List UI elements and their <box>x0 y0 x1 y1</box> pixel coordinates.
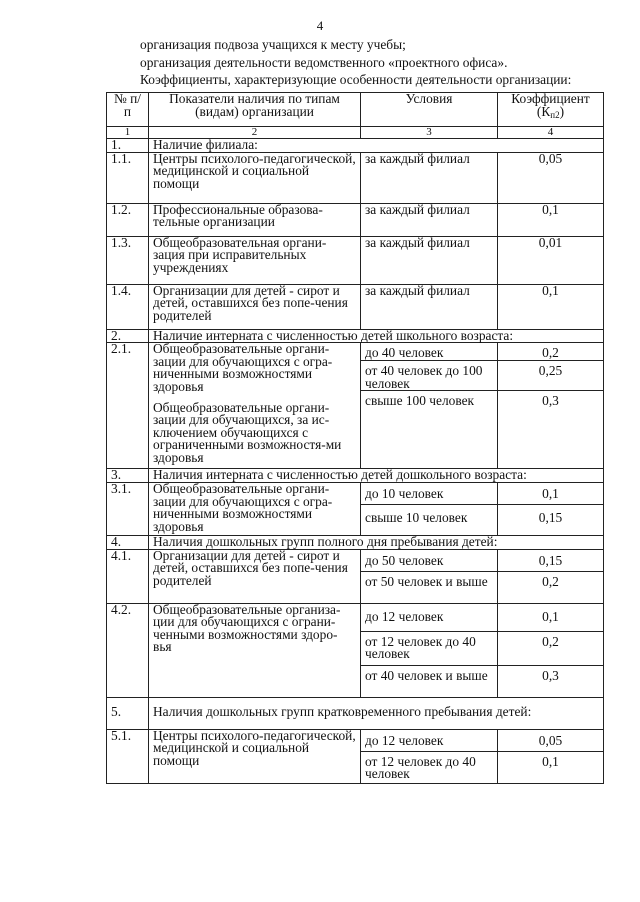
table-row <box>107 343 604 361</box>
row-coefficient: 0,3 <box>498 665 604 697</box>
row-condition: за каждый филиал <box>361 284 498 329</box>
indicator-part-b: Общеобразовательные органи-зации для обучающихся, за ис-ключением обучающихся с ограниченными возможностя-ми здоровья <box>153 399 342 465</box>
col-number: 3 <box>361 127 498 139</box>
row-condition: свыше 100 человек <box>361 391 498 469</box>
row-num: 4.1. <box>107 549 149 603</box>
intro-line-3: Коэффициенты, характеризующие особенности деятельности организации: <box>140 72 572 87</box>
row-indicator: Центры психолого-педагогической, медицинской и социальной помощи <box>149 729 361 783</box>
header-coef-sub: п2 <box>550 109 560 120</box>
row-condition: от 40 человек и выше <box>361 665 498 697</box>
row-indicator: Профессиональные образова-тельные организации <box>149 203 361 236</box>
indicator-part-a: Общеобразовательные органи-зации для обучающихся с огра-ниченными возможностями здоровья <box>153 341 333 394</box>
row-num: 2.1. <box>107 343 149 469</box>
intro-text <box>140 36 610 89</box>
row-coefficient: 0,25 <box>498 361 604 391</box>
intro-line-1: организация подвоза учащихся к месту учебы; <box>140 37 406 52</box>
row-indicator: Организации для детей - сирот и детей, оставшихся без попе-чения родителей <box>149 284 361 329</box>
row-num: 1.1. <box>107 152 149 203</box>
section-num: 5. <box>107 697 149 729</box>
row-coefficient: 0,1 <box>498 203 604 236</box>
table-row <box>107 152 604 203</box>
row-condition: до 10 человек <box>361 482 498 504</box>
row-indicator: Организации для детей - сирот и детей, оставшихся без попе-чения родителей <box>149 549 361 603</box>
col-number: 4 <box>498 127 604 139</box>
col-number: 2 <box>149 127 361 139</box>
row-num: 1.4. <box>107 284 149 329</box>
section-num: 2. <box>107 329 149 343</box>
row-coefficient: 0,3 <box>498 391 604 469</box>
row-condition: до 12 человек <box>361 729 498 751</box>
row-coefficient: 0,1 <box>498 751 604 783</box>
row-condition: от 40 человек до 100 человек <box>361 361 498 391</box>
row-condition: до 40 человек <box>361 343 498 361</box>
row-coefficient: 0,05 <box>498 729 604 751</box>
section-title: Наличия дошкольных групп полного дня пребывания детей: <box>149 535 604 549</box>
section-num: 1. <box>107 139 149 153</box>
row-indicator: Общеобразовательные организа-ции для обучающихся с ограни-ченными возможностями здоро-вья <box>149 603 361 697</box>
row-condition: за каждый филиал <box>361 203 498 236</box>
row-coefficient: 0,2 <box>498 571 604 603</box>
header-num: № п/п <box>107 93 149 127</box>
header-coef-close: ) <box>559 103 565 119</box>
row-indicator: Центры психолого-педагогической, медицинской и социальной помощи <box>149 152 361 203</box>
row-coefficient: 0,01 <box>498 236 604 284</box>
row-condition: за каждый филиал <box>361 236 498 284</box>
row-num: 5.1. <box>107 729 149 783</box>
row-num: 1.3. <box>107 236 149 284</box>
table-row <box>107 603 604 631</box>
row-coefficient: 0,1 <box>498 284 604 329</box>
row-condition: от 12 человек до 40 человек <box>361 751 498 783</box>
header-indicator: Показатели наличия по типам (видам) организации <box>149 93 361 127</box>
table-row <box>107 549 604 571</box>
row-indicator: Общеобразовательная органи-зация при исправительных учреждениях <box>149 236 361 284</box>
row-indicator: Общеобразовательные органи-зации для обучающихся с огра-ниченными возможностями здоровья <box>149 482 361 535</box>
header-coef-text: Коэффициент (К <box>511 91 590 119</box>
row-condition: за каждый филиал <box>361 152 498 203</box>
section-title: Наличие филиала: <box>149 139 604 153</box>
row-num: 1.2. <box>107 203 149 236</box>
row-condition: до 50 человек <box>361 549 498 571</box>
section-title: Наличия интерната с численностью детей дошкольного возраста: <box>149 469 604 483</box>
header-conditions: Условия <box>361 93 498 127</box>
section-num: 4. <box>107 535 149 549</box>
row-coefficient: 0,1 <box>498 482 604 504</box>
row-coefficient: 0,2 <box>498 631 604 665</box>
section-num: 3. <box>107 469 149 483</box>
row-num: 4.2. <box>107 603 149 697</box>
col-number: 1 <box>107 127 149 139</box>
row-condition: от 50 человек и выше <box>361 571 498 603</box>
page-number: 4 <box>316 18 324 33</box>
table-row <box>107 203 604 236</box>
row-indicator <box>149 343 361 469</box>
section-row <box>107 697 604 729</box>
row-num: 3.1. <box>107 482 149 535</box>
row-condition: до 12 человек <box>361 603 498 631</box>
row-coefficient: 0,1 <box>498 603 604 631</box>
row-coefficient: 0,15 <box>498 549 604 571</box>
row-coefficient: 0,2 <box>498 343 604 361</box>
table-row <box>107 284 604 329</box>
coefficients-table <box>106 92 604 784</box>
table-row <box>107 729 604 751</box>
intro-line-2: организация деятельности ведомственного «проектного офиса». <box>140 54 508 70</box>
table-header-row <box>107 93 604 127</box>
section-title: Наличие интерната с численностью детей школьного возраста: <box>149 329 604 343</box>
row-condition: от 12 человек до 40 человек <box>361 631 498 665</box>
row-coefficient: 0,15 <box>498 504 604 535</box>
row-coefficient: 0,05 <box>498 152 604 203</box>
table-row <box>107 236 604 284</box>
row-condition: свыше 10 человек <box>361 504 498 535</box>
header-coefficient <box>498 93 604 127</box>
table-row <box>107 482 604 504</box>
section-title: Наличия дошкольных групп кратковременного пребывания детей: <box>149 697 604 729</box>
